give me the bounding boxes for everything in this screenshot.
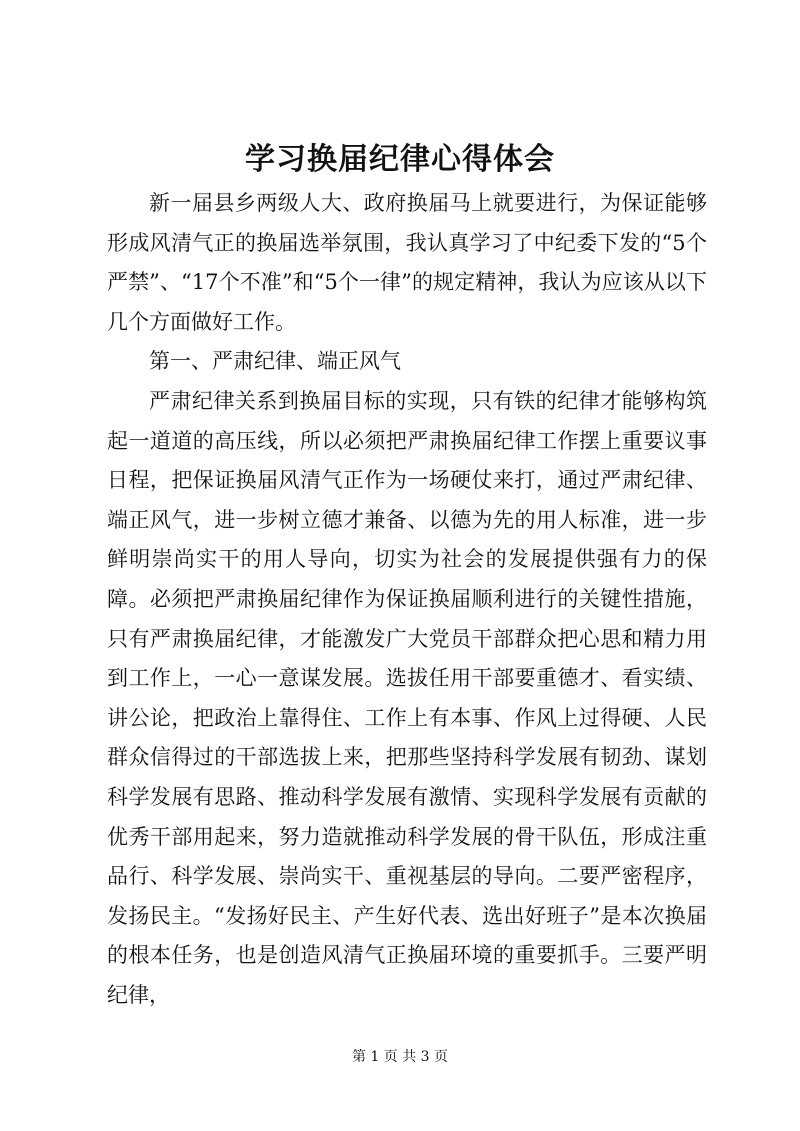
- document-body: [107, 184, 707, 1015]
- page-footer: 第 1 页 共 3 页: [351, 1049, 449, 1065]
- section-heading: 第一、严肃纪律、端正风气: [149, 349, 401, 374]
- document-title: 学习换届纪律心得体会: [245, 142, 555, 177]
- intro-paragraph: 新一届县乡两级人大、政府换届马上就要进行，为保证能够形成风清气正的换届选举氛围，我认真学习了中纪委下发的“5个严禁”、“17个不准”和“5个一律”的规定精神，我认为应该从以下几个方面做好工作。: [107, 191, 707, 334]
- body-paragraph: 严肃纪律关系到换届目标的实现，只有铁的纪律才能够构筑起一道道的高压线，所以必须把严肃换届纪律工作摆上重要议事日程，把保证换届风清气正作为一场硬仗来打，通过严肃纪律、端正风气，进一步树立德才兼备、以德为先的用人标准，进一步鲜明崇尚实干的用人导向，切实为社会的发展提供强有力的保障。必须把严肃换届纪律作为保证换届顺利进行的关键性措施，只有严肃换届纪律，才能激发广大党员干部群众把心思和精力用到工作上，一心一意谋发展。选拔任用干部要重德才、看实绩、讲公论，把政治上靠得住、工作上有本事、作风上过得硬、人民群众信得过的干部选拔上来，把那些坚持科学发展有韧劲、谋划科学发展有思路、推动科学发展有激情、实现科学发展有贡献的优秀干部用起来，努力造就推动科学发展的骨干队伍，形成注重品行、科学发展、崇尚实干、重视基层的导向。二要严密程序，发扬民主。“发扬好民主、产生好代表、选出好班子”是本次换届的根本任务，也是创造风清气正换届环境的重要抓手。三要严明纪律，: [107, 388, 707, 1007]
